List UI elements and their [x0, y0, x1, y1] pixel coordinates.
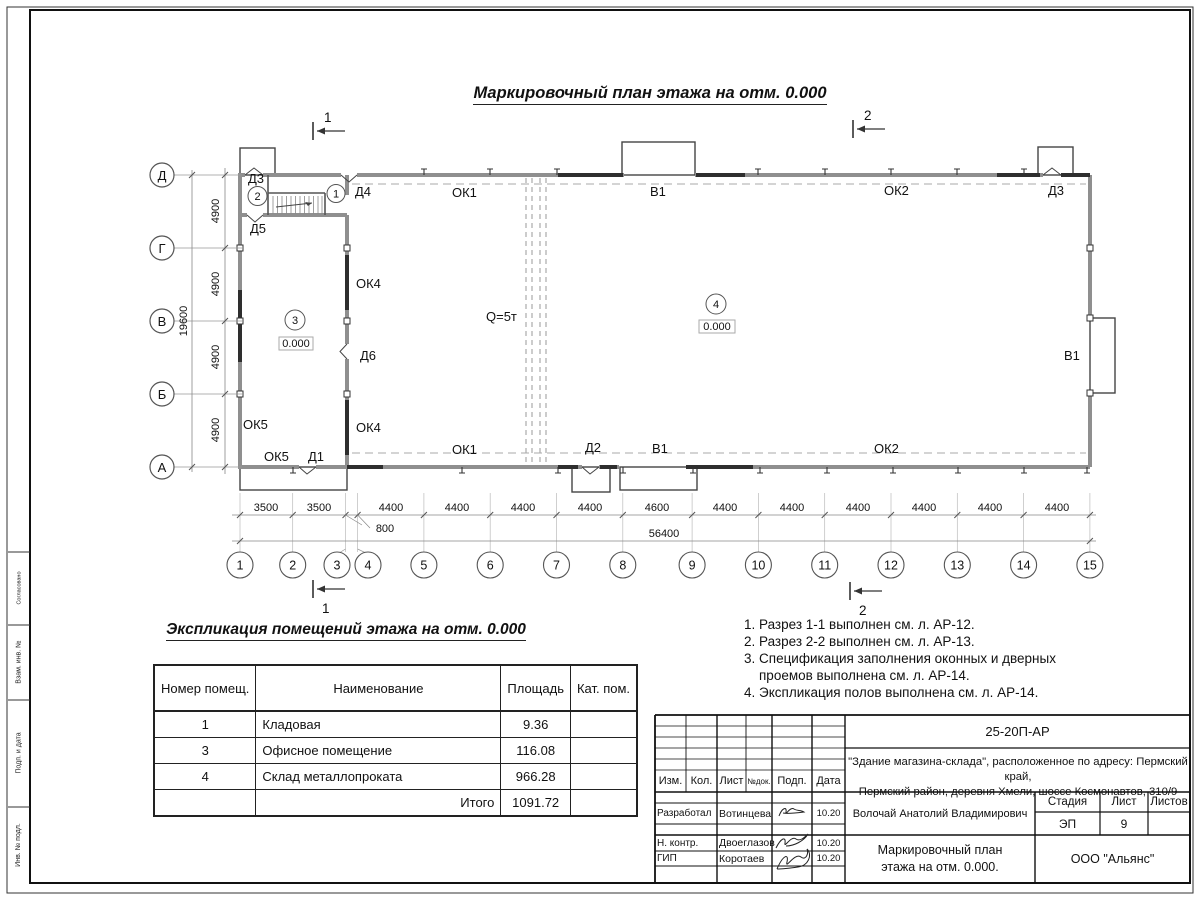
dim-left: 4900: [210, 344, 222, 370]
room-category-cell: [570, 738, 637, 764]
role-date: 10.20: [816, 853, 841, 864]
dim-bottom: 4400: [779, 502, 805, 514]
opening-label: Д1: [308, 449, 325, 464]
room-area-cell: 116.08: [501, 738, 571, 764]
col-izm: Изм.: [658, 775, 683, 787]
opening-label: В1: [650, 184, 666, 199]
opening-label: ОК5: [264, 449, 289, 464]
room-elevation: 0.000: [282, 338, 310, 350]
room-category-cell: [570, 764, 637, 790]
room-name-cell: Склад металлопроката: [256, 764, 501, 790]
note-line: 2. Разрез 2-2 выполнен см. л. АР-13.: [744, 634, 975, 649]
dim-bottom: 4600: [644, 502, 670, 514]
table-total-row: [154, 790, 637, 817]
row-axis-label: В: [157, 314, 167, 329]
opening-label: ОК4: [356, 276, 381, 291]
drawing-title-text: Маркировочный план этажа на отм. 0.000: [473, 84, 826, 105]
opening-label: В1: [1064, 348, 1080, 363]
note-line: 3. Спецификация заполнения оконных и дверных: [744, 651, 1056, 666]
col-axis-label: 6: [486, 558, 494, 573]
opening-label: Д3: [248, 171, 265, 186]
room-area-cell: 9.36: [501, 711, 571, 738]
document-number: 25-20П-АР: [985, 724, 1050, 739]
strip-cell-soglasovano: Согласовано: [16, 571, 22, 605]
opening-label: ОК2: [874, 441, 899, 456]
porch-bottom-door: [572, 467, 610, 492]
opening-label: ОК4: [356, 420, 381, 435]
col-axis-label: 3: [333, 558, 341, 573]
dim-bottom: 4400: [577, 502, 603, 514]
section-marks: [313, 120, 885, 600]
col-axis-label: 1: [236, 558, 244, 573]
opening-label: Д2: [585, 440, 602, 455]
table-header-row: [154, 665, 637, 711]
dim-bottom: 4400: [510, 502, 536, 514]
section-label: 2: [864, 108, 872, 123]
role-label: Разработал: [657, 808, 712, 819]
strip-cell-inv-podl: Инв. № подл.: [15, 823, 22, 867]
col-header-category: Кат. пом.: [570, 665, 637, 711]
table-row: [154, 764, 637, 790]
door-d6: [340, 344, 347, 359]
object-description: [848, 749, 1188, 797]
section-label: 1: [322, 601, 330, 616]
col-axis-label: 11: [818, 558, 832, 573]
room-number: 2: [254, 191, 261, 203]
sheets-label: Листов: [1150, 796, 1188, 808]
col-axis-label: 4: [364, 558, 372, 573]
col-kol: Кол.: [690, 775, 713, 787]
col-axes: [227, 549, 1103, 578]
room-area-cell: 966.28: [501, 764, 571, 790]
sheets-total: [1148, 812, 1190, 835]
col-axis-label: 14: [1016, 558, 1031, 573]
col-axis-label: 9: [688, 558, 696, 573]
col-header-name: Наименование: [256, 665, 501, 711]
opening-label: Д5: [250, 221, 267, 236]
row-axis-label: Г: [158, 241, 166, 256]
dim-bottom: 4400: [911, 502, 937, 514]
dim-bottom: 800: [375, 523, 395, 535]
dim-bottom: 4400: [444, 502, 470, 514]
object-line1: "Здание магазина-склада", расположенное по адресу: Пермский край,: [848, 756, 1188, 783]
row-axis-label: А: [157, 460, 167, 475]
dim-bottom-total: 56400: [648, 528, 680, 540]
room-number: 3: [291, 315, 299, 327]
note-line: 4. Экспликация полов выполнена см. л. АР-14.: [744, 685, 1039, 700]
crane-capacity-label: Q=5т: [486, 309, 517, 324]
role-name: Вотинцева: [719, 807, 772, 820]
role-name: Коротаев: [719, 852, 765, 865]
stage-value: ЭП: [1058, 816, 1077, 831]
dim-bottom: 3500: [253, 502, 279, 514]
room-number-cell: 1: [154, 711, 256, 738]
dim-left-total: 19600: [178, 305, 190, 337]
col-axis-label: 10: [751, 558, 766, 573]
opening-label: Д4: [355, 184, 372, 199]
table-row: [154, 711, 637, 738]
stair: [268, 175, 325, 215]
role-label: ГИП: [657, 853, 677, 864]
object-line2: Пермский район, деревня Хмели, шоссе Космонавтов, 310/9: [858, 786, 1178, 798]
opening-label: ОК1: [452, 442, 477, 457]
dim-bottom: 4400: [845, 502, 871, 514]
room-name-cell: Офисное помещение: [256, 738, 501, 764]
role-date: 10.20: [816, 837, 841, 849]
dim-bottom: 4400: [378, 502, 404, 514]
dim-bottom: 3500: [306, 502, 332, 514]
dim-bottom: 4400: [712, 502, 738, 514]
room-number-cell: 4: [154, 764, 256, 790]
col-axis-label: 8: [619, 558, 627, 573]
explication-title: [150, 621, 542, 639]
notes-block: [744, 616, 1056, 701]
bottom-dimensions: [232, 493, 1096, 552]
dim-bottom: 4400: [977, 502, 1003, 514]
room-number: 1: [332, 188, 340, 201]
col-podp: Подп.: [777, 775, 807, 787]
opening-label: В1: [652, 441, 668, 456]
dim-left: 4900: [210, 417, 222, 443]
signature-icon: [776, 834, 808, 848]
sheet-title-line1: Маркировочный план: [877, 843, 1003, 857]
col-axis-label: 2: [289, 558, 297, 573]
col-data: Дата: [816, 775, 841, 787]
dim-left: 4900: [210, 198, 222, 224]
company-name: ООО "Альянс": [1070, 852, 1155, 866]
row-axis-label: Д: [157, 168, 167, 183]
room-category-cell: [570, 711, 637, 738]
strip-cell-podp-data: Подп. и дата: [15, 732, 22, 774]
opening-label: ОК5: [243, 417, 268, 432]
room-markers: [248, 185, 735, 351]
dim-bottom: 4400: [1044, 502, 1070, 514]
sheet-label: Лист: [1111, 796, 1137, 808]
opening-label: ОК2: [884, 183, 909, 198]
role-date: 10.20: [816, 808, 841, 819]
room-name-cell: Кладовая: [256, 711, 501, 738]
explication-title-text: Экспликация помещений этажа на отм. 0.000: [166, 621, 526, 641]
porch-top-middle: [622, 142, 695, 175]
role-label: Н. контр.: [657, 837, 699, 849]
room-number-cell: 3: [154, 738, 256, 764]
column-markers: [237, 245, 1093, 397]
col-header-area: Площадь: [501, 665, 571, 711]
porch-bottom-gate: [620, 467, 697, 490]
porches: [240, 142, 1115, 492]
opening-label: ОК1: [452, 185, 477, 200]
col-list: Лист: [719, 775, 744, 787]
signatures: [776, 808, 810, 869]
table-row: [154, 738, 637, 764]
strip-cell-vzam-inv: Взам. инв. №: [15, 640, 22, 684]
chief-architect-name: Волочай Анатолий Владимирович: [852, 807, 1028, 820]
room-number: 4: [712, 299, 720, 311]
col-axis-label: 5: [420, 558, 428, 573]
porch-right-gate: [1090, 318, 1115, 393]
col-axis-label: 7: [553, 558, 560, 573]
col-header-room-number: Номер помещ.: [154, 665, 256, 711]
sheet-title-line2: этажа на отм. 0.000.: [881, 860, 999, 874]
section-label: 1: [324, 110, 332, 125]
room-elevation: 0.000: [703, 321, 731, 333]
note-line: 1. Разрез 1-1 выполнен см. л. АР-12.: [744, 617, 975, 632]
wall-ticks: [290, 169, 1090, 473]
opening-label: Д6: [360, 348, 377, 363]
section-label: 2: [859, 603, 867, 618]
row-axes: [150, 163, 242, 479]
total-value: 1091.72: [501, 790, 571, 817]
opening-labels: [243, 171, 1080, 464]
sheet-title: [845, 838, 1035, 884]
dim-left: 4900: [210, 271, 222, 297]
signature-icon: [779, 808, 804, 816]
col-axis-label: 13: [950, 558, 965, 573]
opening-label: Д3: [1048, 183, 1065, 198]
row-axis-label: Б: [157, 387, 167, 402]
explication-table: [153, 664, 638, 817]
col-axis-label: 15: [1082, 558, 1097, 573]
sheet-number: 9: [1120, 816, 1128, 831]
col-ndok: №док.: [747, 776, 771, 786]
role-name: Двоеглазов: [719, 837, 775, 849]
total-label: Итого: [256, 790, 501, 817]
col-axis-label: 12: [884, 558, 898, 573]
stage-label: Стадия: [1047, 796, 1088, 808]
note-line: проемов выполнена см. л. АР-14.: [759, 668, 970, 683]
drawing-title: [470, 84, 830, 103]
